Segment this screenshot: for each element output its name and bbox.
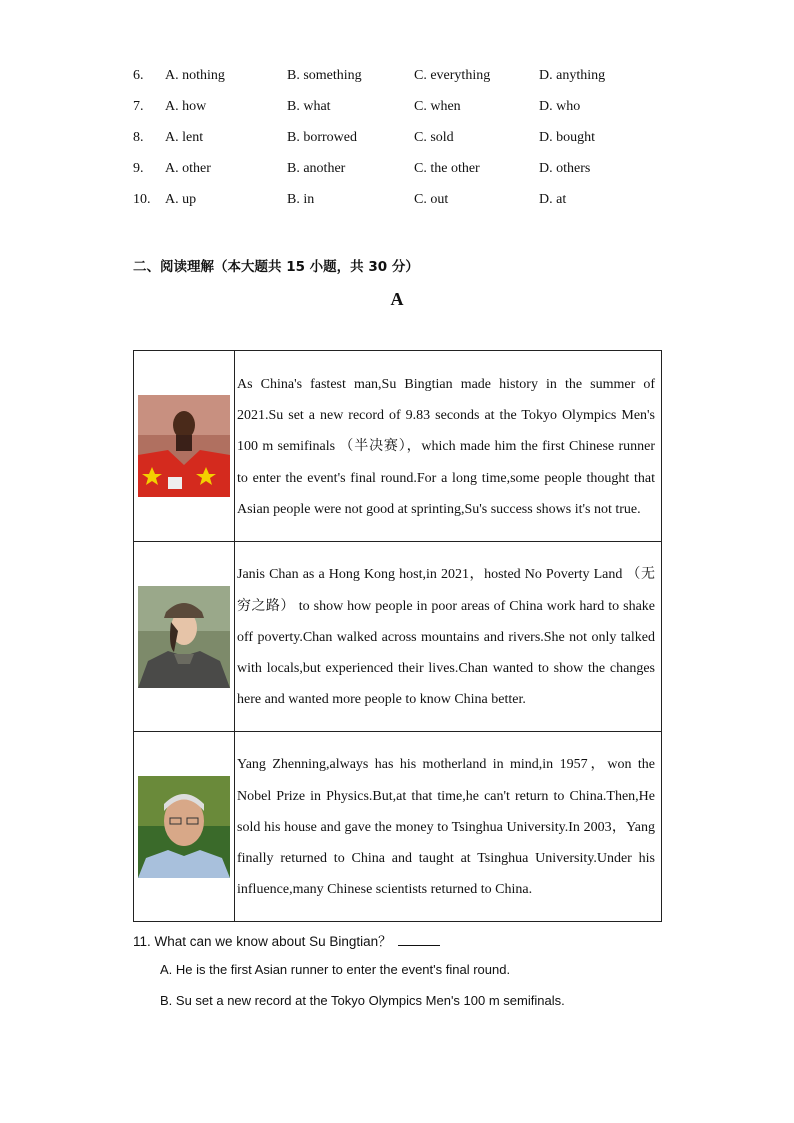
option-d: D. bought [539,130,595,145]
answer-blank [398,933,440,946]
question-number: 10. [133,192,151,207]
option-c: C. out [414,192,449,207]
option-d: D. at [539,192,567,207]
question-number: 8. [133,130,144,145]
choice-row-7 [0,99,794,123]
passage-row [134,351,662,542]
passage-row [134,542,662,732]
option-a: A. nothing [165,68,225,83]
passage-text: Janis Chan as a Hong Kong host,in 2021，hosted No Poverty Land （无穷之路） to show how people in poor areas of China work hard to shake off poverty.Chan walked across mountains and rivers.She not only talked with locals,but experienced their lives.Chan wanted to show the changes here and wanted more people to know China better. [235,542,662,732]
option-a: A. other [165,161,211,176]
photo-cell [134,732,235,922]
choice-row-6 [0,68,794,92]
option-a: A. how [165,99,207,114]
scientist-photo [138,776,230,878]
option-a: A. up [165,192,197,207]
question-number: 9. [133,161,144,176]
question-text: 11. What can we know about Su Bingtian？ [133,934,392,949]
option-b: B. something [287,68,362,83]
option-c: C. the other [414,161,480,176]
option-b: B. what [287,99,331,114]
answer-option-b: B. Su set a new record at the Tokyo Olympics Men's 100 m semifinals. [160,993,565,1008]
question-11 [133,930,440,950]
option-d: D. others [539,161,591,176]
option-d: D. anything [539,68,606,83]
option-c: C. sold [414,130,454,145]
section-heading: 二、阅读理解（本大题共 15 小题，共 30 分） [133,259,419,275]
passage-row [134,732,662,922]
photo-cell [134,351,235,542]
option-b: B. another [287,161,346,176]
option-b: B. in [287,192,315,207]
option-a: A. lent [165,130,204,145]
option-d: D. who [539,99,581,114]
answer-option-a: A. He is the first Asian runner to enter the event's final round. [160,962,511,977]
choice-row-8 [0,130,794,154]
option-c: C. when [414,99,461,114]
choice-row-9 [0,161,794,185]
option-c: C. everything [414,68,491,83]
passage-table [133,350,662,922]
question-number: 6. [133,68,144,83]
athlete-photo [138,395,230,497]
host-photo [138,586,230,688]
choice-row-10 [0,192,794,216]
question-number: 7. [133,99,144,114]
option-b: B. borrowed [287,130,357,145]
photo-cell [134,542,235,732]
passage-label: A [390,289,404,309]
passage-text: As China's fastest man,Su Bingtian made history in the summer of 2021.Su set a new record of 9.83 seconds at the Tokyo Olympics Men's 100 m semifinals （半决赛），which made him the first Chinese runner to enter the event's final round.For a long time,some people thought that Asian people were not good at sprinting,Su's success shows it's not true. [235,351,662,542]
passage-text: Yang Zhenning,always has his motherland in mind,in 1957，won the Nobel Prize in Physics.But,at that time,he can't return to China.Then,He sold his house and gave the money to Tsinghua University.In 2003，Yang finally returned to China and taught at Tsinghua University.Under his influence,many Chinese scientists returned to China. [235,732,662,922]
